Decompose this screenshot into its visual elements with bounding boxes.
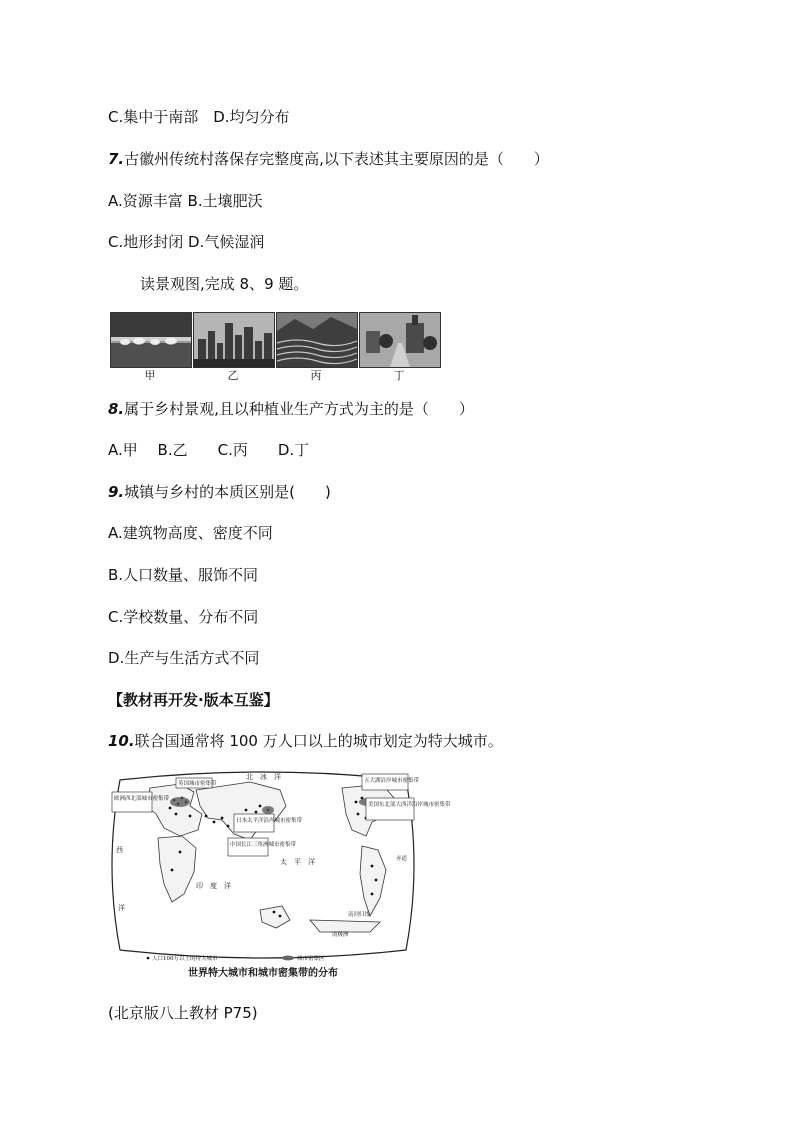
photo-ding-town-street <box>359 312 441 368</box>
ocean-north: 北 冰 洋 <box>246 773 281 781</box>
q7-options-ab: A.资源丰富 B.土壤肥沃 <box>108 192 263 210</box>
question-stem: 联合国通常将 100 万人口以上的城市划定为特大城市。 <box>134 732 503 750</box>
caption-yi: 乙 <box>227 369 239 382</box>
label-south-tropic: 南回归线 <box>348 912 371 918</box>
question-number: 7. <box>108 150 125 168</box>
caption-jia: 甲 <box>144 369 156 382</box>
q9-option-c: C.学校数量、分布不同 <box>108 608 259 626</box>
label-us-ne: 美国东北部大西洋沿岸城市密集带 <box>368 802 451 808</box>
q6-options-cd: C.集中于南部 D.均匀分布 <box>108 108 290 126</box>
question-9 <box>108 482 331 502</box>
read-instruction: 读景观图,完成 8、9 题。 <box>140 275 309 293</box>
question-stem: 古徽州传统村落保存完整度高,以下表述其主要原因的是（ ） <box>124 150 549 168</box>
source-note: (北京版八上教材 P75) <box>108 1004 258 1022</box>
q7-options-cd: C.地形封闭 D.气候湿润 <box>108 233 265 251</box>
question-number: 9. <box>108 483 125 501</box>
label-europe: 欧洲西北部城市密集带 <box>114 796 170 802</box>
q8-options: A.甲 B.乙 C.丙 D.丁 <box>108 441 310 459</box>
q9-option-a: A.建筑物高度、密度不同 <box>108 524 273 542</box>
label-china: 中国长江三角洲城市密集带 <box>230 842 297 848</box>
caption-bing: 丙 <box>310 369 322 382</box>
legend-city: 人口100万以上的特大城市 <box>152 956 218 962</box>
section-heading: 【教材再开发·版本互鉴】 <box>108 691 279 709</box>
landscape-photos <box>110 312 440 382</box>
ocean-atlantic: 洋 <box>118 904 125 912</box>
question-7 <box>108 149 549 169</box>
ocean-west: 西 <box>116 846 123 854</box>
question-number: 8. <box>108 400 125 418</box>
ocean-south: 南极洲 <box>332 932 349 938</box>
label-great-lakes: 五大湖沿岸城市密集带 <box>364 778 420 784</box>
world-megacity-map <box>110 770 451 982</box>
label-equator: 赤道 <box>396 856 408 862</box>
label-japan: 日本太平洋沿岸城市密集带 <box>236 818 303 824</box>
question-number: 10. <box>108 732 135 750</box>
question-8 <box>108 399 474 419</box>
photo-yi-city-skyline <box>193 312 275 368</box>
ocean-pacific: 太 平 洋 <box>280 858 315 866</box>
photo-jia-grassland-yurts <box>110 312 192 368</box>
map-caption: 世界特大城市和城市密集带的分布 <box>188 968 338 979</box>
legend-belt: 城市密集区 <box>297 956 325 962</box>
ocean-indian: 印 度 洋 <box>196 882 231 890</box>
question-stem: 属于乡村景观,且以种植业生产方式为主的是（ ） <box>124 400 474 418</box>
q9-option-b: B.人口数量、服饰不同 <box>108 566 259 584</box>
question-10 <box>108 731 503 751</box>
caption-ding: 丁 <box>393 369 405 382</box>
label-uk: 英国城市密集带 <box>178 781 217 787</box>
question-stem: 城镇与乡村的本质区别是( ) <box>124 483 331 501</box>
q9-option-d: D.生产与生活方式不同 <box>108 649 260 667</box>
photo-bing-terraced-farmland <box>276 312 358 368</box>
